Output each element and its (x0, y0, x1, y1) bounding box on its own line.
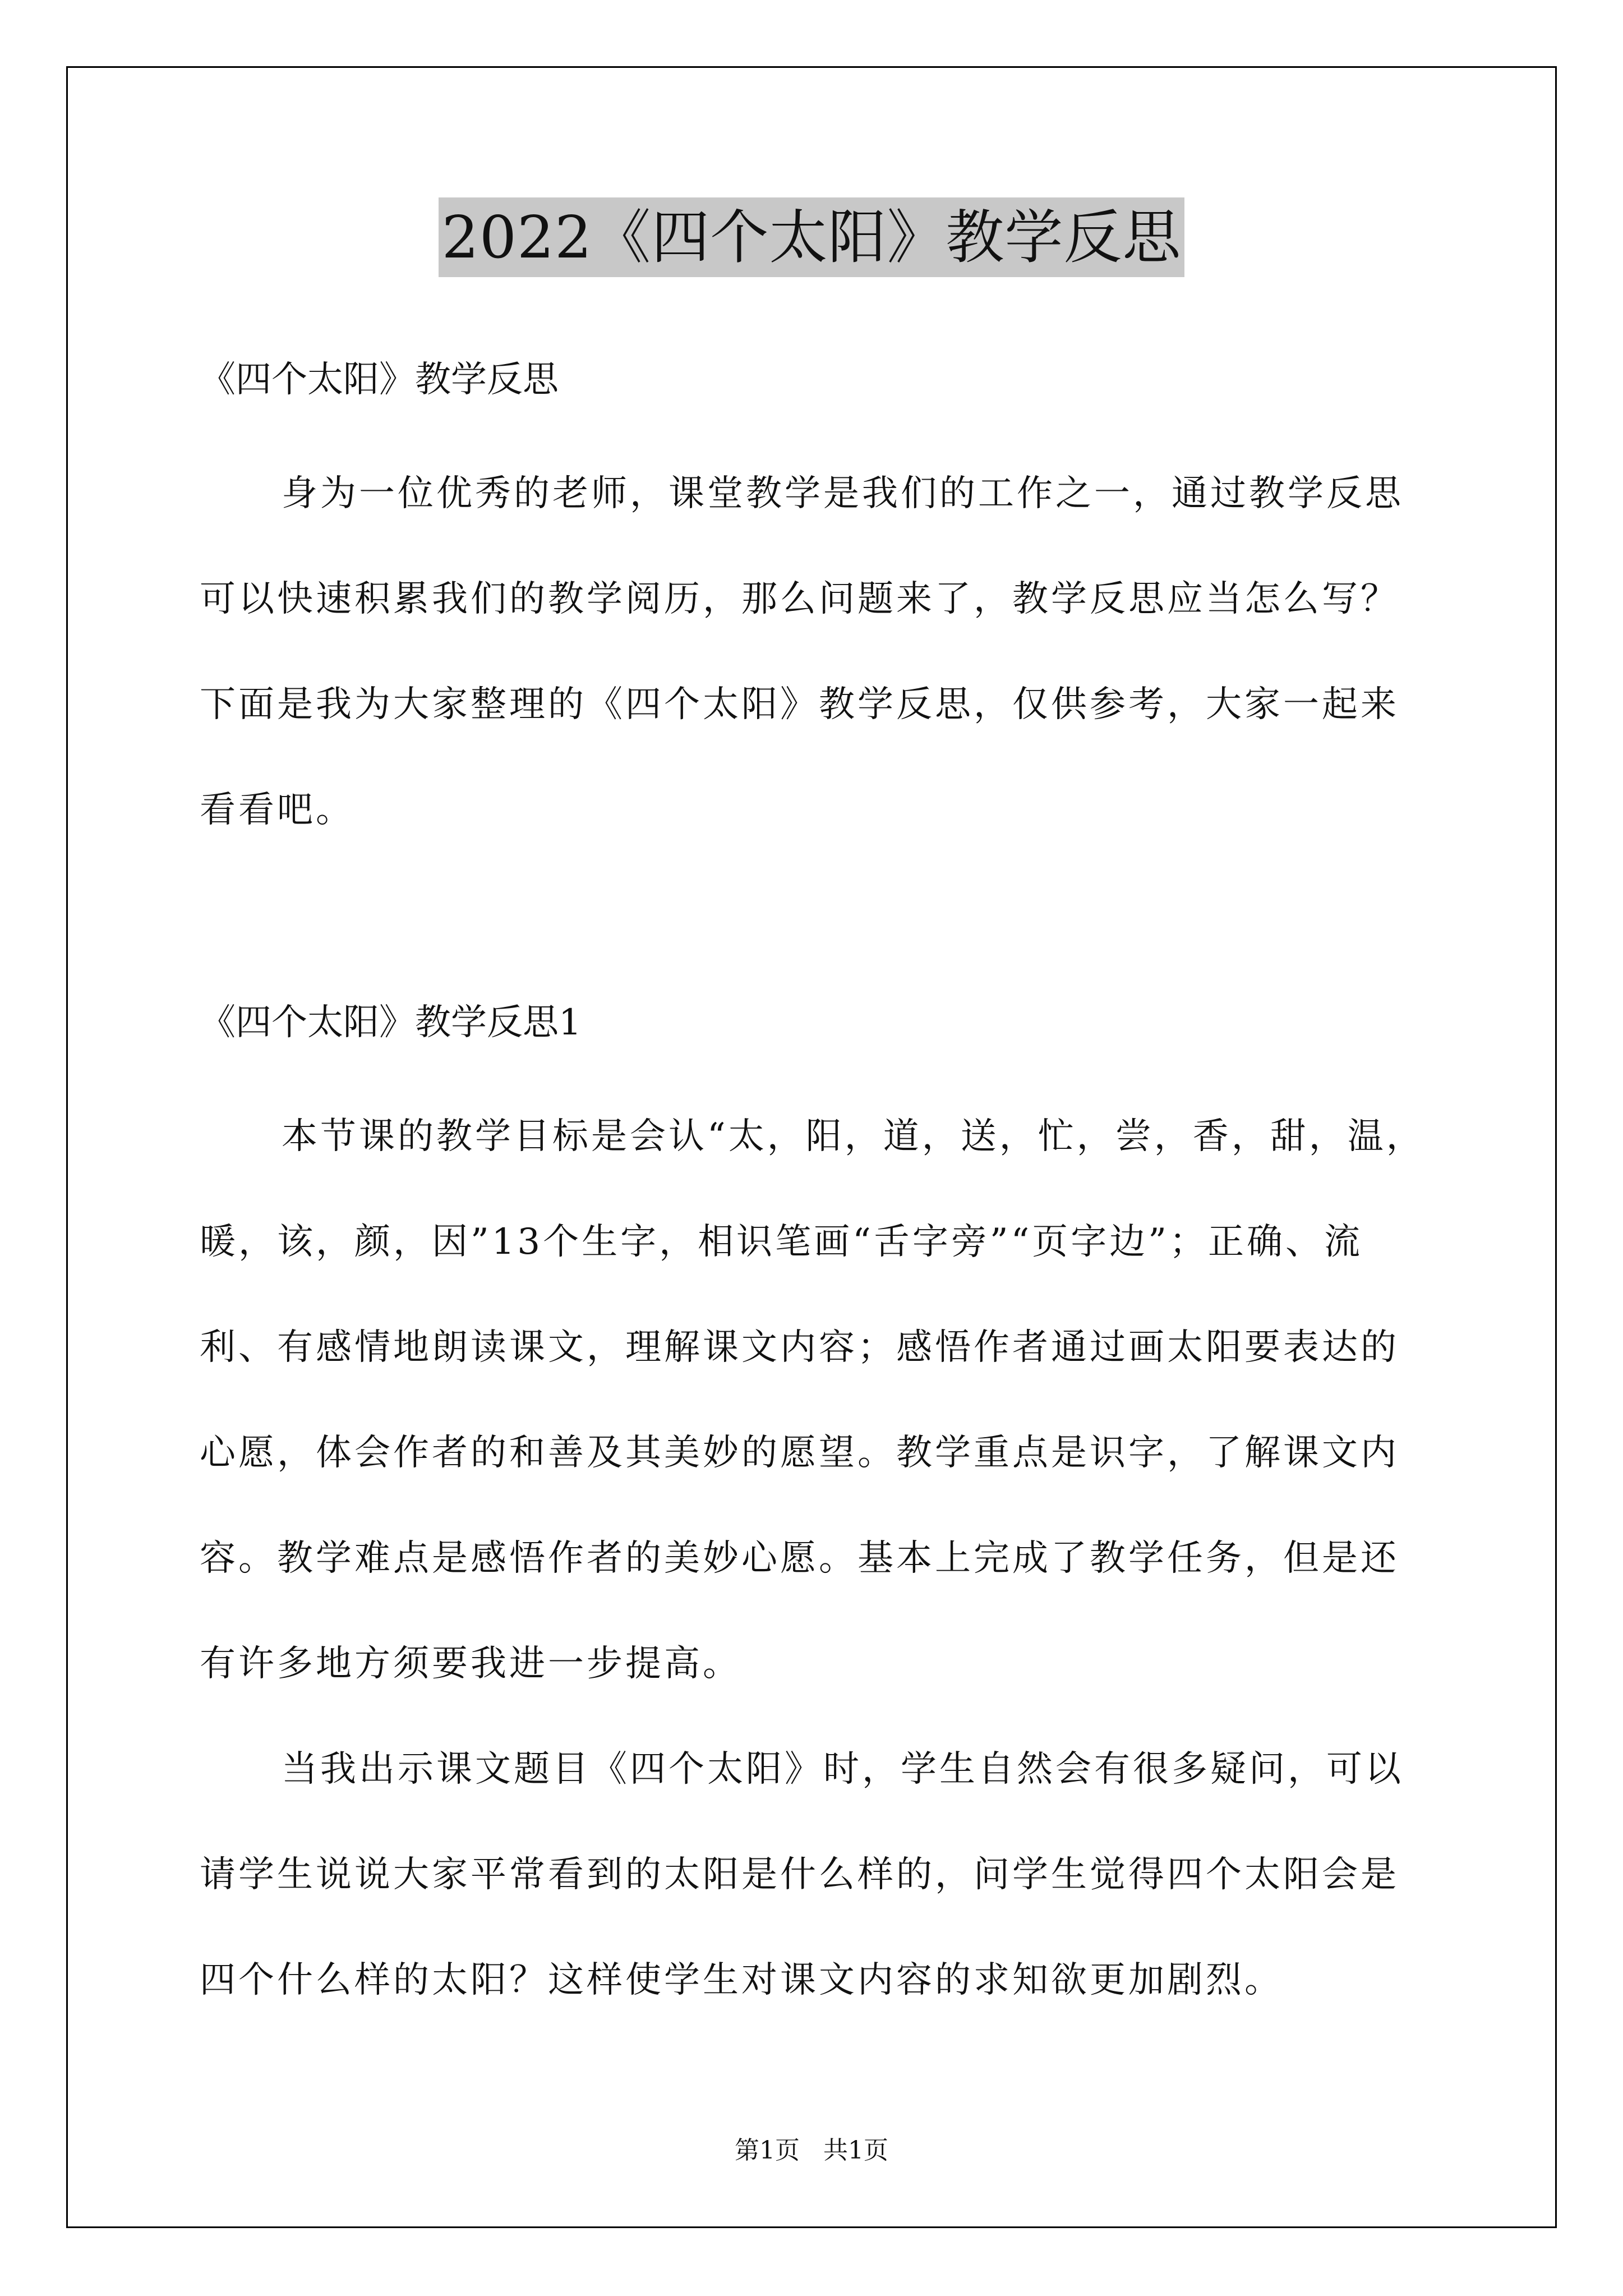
intro-body (200, 441, 1433, 863)
section1-heading: 《四个太阳》教学反思1 (200, 1002, 582, 1043)
section1-paragraph-2: 当我出示课文题目《四个太阳》时，学生自然会有很多疑问，可以请学生说说大家平常看到的太阳是什么样的，问学生觉得四个太阳会是四个什么样的太阳？这样使学生对课文内容的求知欲更加剧烈。 (200, 1749, 1404, 2001)
intro-paragraph: 身为一位优秀的老师，课堂教学是我们的工作之一，通过教学反思可以快速积累我们的教学阅历，那么问题来了，教学反思应当怎么写？下面是我为大家整理的《四个太阳》教学反思，仅供参考，大家一起来看看吧。 (200, 473, 1404, 831)
page-footer (0, 2134, 1623, 2168)
document-title-text: 2022《四个太阳》教学反思 (439, 197, 1185, 277)
intro-section (200, 355, 1433, 405)
page-number-total: 共1页 (823, 2136, 888, 2165)
section1-paragraph-1: 本节课的教学目标是会认“太，阳，道，送，忙，尝，香，甜，温，暖，该，颜，因”13个生字，相识笔画“舌字旁”“页字边”；正确、流利、有感情地朗读课文，理解课文内容；感悟作者通过画太阳要表达的心愿，体会作者的和善及其美妙的愿望。教学重点是识字，了解课文内容。教学难点是感悟作者的美妙心愿。基本上完成了教学任务，但是还有许多地方须要我进一步提高。 (200, 1116, 1425, 1685)
section1 (200, 997, 1433, 1048)
document-title (0, 197, 1623, 277)
section1-body (200, 1084, 1433, 2033)
intro-heading: 《四个太阳》教学反思 (200, 359, 559, 401)
page-number-current: 第1页 (735, 2136, 800, 2165)
